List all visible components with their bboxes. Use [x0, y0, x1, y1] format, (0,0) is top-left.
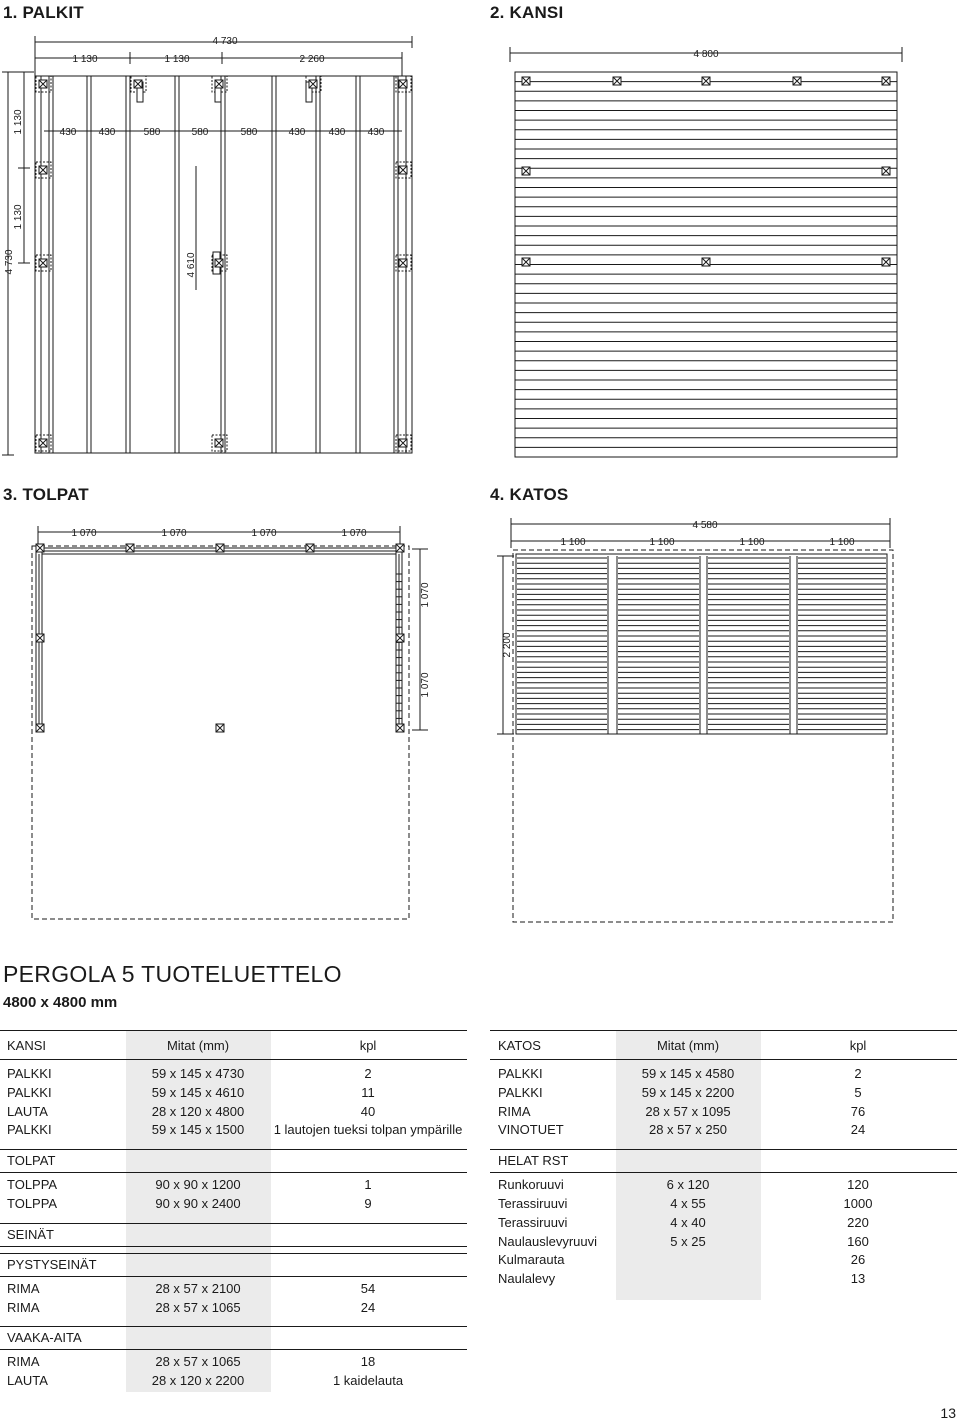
row-name: PALKKI — [7, 1122, 52, 1138]
palkit-spacing-6: 430 — [288, 127, 306, 138]
palkit-top-part-1: 1 130 — [72, 54, 98, 65]
row-name: PALKKI — [498, 1084, 543, 1100]
group-title: SEINÄT — [7, 1226, 54, 1242]
post-cross-mark — [399, 80, 407, 88]
post-cross-mark — [702, 258, 710, 266]
group-rule — [0, 1172, 467, 1173]
palkit-spacing-7: 430 — [328, 127, 346, 138]
katos-drawing — [497, 518, 893, 922]
group-title: VAAKA-AITA — [7, 1330, 82, 1346]
row-name: RIMA — [7, 1354, 40, 1370]
section-title-palkit: 1. PALKIT — [3, 3, 84, 22]
palkit-top-total: 4 730 — [212, 36, 238, 47]
katos-top-total: 4 580 — [692, 520, 718, 531]
post-cross-mark — [399, 439, 407, 447]
group-rule — [0, 1223, 467, 1224]
post-cross-mark — [39, 80, 47, 88]
post-cross-mark — [399, 166, 407, 174]
post-cross-mark — [882, 258, 890, 266]
row-name: Kulmarauta — [498, 1252, 565, 1268]
row-name: LAUTA — [7, 1103, 48, 1119]
post-cross-mark — [396, 634, 404, 642]
post-cross-mark — [39, 166, 47, 174]
group-rule — [0, 1253, 467, 1254]
row-name: PALKKI — [498, 1066, 543, 1081]
palkit-top-part-3: 2 260 — [299, 54, 325, 65]
post-cross-mark — [39, 439, 47, 447]
palkit-spacing-1: 430 — [59, 127, 77, 138]
group-rule — [490, 1172, 957, 1173]
row-name: Naulauslevyruuvi — [498, 1233, 597, 1249]
row-name: RIMA — [7, 1280, 40, 1296]
post-cross-mark — [702, 77, 710, 85]
katos-top-part-1: 1 100 — [560, 537, 586, 548]
group-rule — [0, 1326, 467, 1327]
row-name: Runkoruuvi — [498, 1177, 564, 1193]
post-cross-mark — [215, 80, 223, 88]
katos-top-part-4: 1 100 — [829, 537, 855, 548]
header-name: KATOS — [498, 1038, 541, 1053]
katos-top-part-3: 1 100 — [739, 537, 765, 548]
group-title: HELAT RST — [498, 1153, 569, 1169]
katos-left-dim: 2 200 — [502, 632, 513, 658]
group-rule — [0, 1276, 467, 1277]
post-cross-mark — [882, 167, 890, 175]
group-rule — [0, 1246, 467, 1247]
post-cross-mark — [309, 80, 317, 88]
group-title: PYSTYSEINÄT — [7, 1256, 97, 1272]
group-title: TOLPAT — [7, 1153, 56, 1169]
palkit-spacing-4: 580 — [191, 127, 209, 138]
katos-parts-table: KATOS kpl PALKKI 2 PALKKI 5 RIMA 76 VINOTUET 24 HELAT RST Runkoruuvi 120 Terassiruuvi 1000 Terassiruuvi 220 Naulauslevyruuvi 160 Kulmarauta 26 Naulalevy 13 — [490, 1030, 957, 1300]
post-cross-mark — [522, 258, 530, 266]
kansi-parts-table: KANSI kpl PALKKI 2 PALKKI 11 LAUTA 40 PALKKI 1 lautojen tueksi tolpan ympärille TOLPAT TOLPPA 1 TOLPPA 9 SEINÄT PYSTYSEINÄT RIMA 54 RIMA 24 VAAKA-AITA RIMA 18 LAUTA 1 kaidelauta — [0, 1030, 467, 1392]
post-cross-mark — [36, 634, 44, 642]
row-name: LAUTA — [7, 1373, 48, 1389]
row-name: Naulalevy — [498, 1271, 556, 1287]
palkit-left-total: 4 730 — [4, 249, 15, 275]
header-name: KANSI — [7, 1038, 47, 1053]
post-cross-mark — [522, 77, 530, 85]
row-name: PALKKI — [7, 1066, 52, 1081]
tolpat-right-part-1: 1 070 — [420, 582, 431, 608]
group-rule — [0, 1149, 467, 1150]
section-title-tolpat: 3. TOLPAT — [3, 485, 89, 504]
tolpat-top-part-4: 1 070 — [341, 528, 367, 539]
post-cross-mark — [216, 724, 224, 732]
post-cross-mark — [215, 259, 223, 267]
row-name: Terassiruuvi — [498, 1196, 568, 1211]
post-cross-mark — [306, 544, 314, 552]
tolpat-right-part-2: 1 070 — [420, 672, 431, 698]
table-header-row — [0, 1030, 467, 1060]
post-cross-mark — [613, 77, 621, 85]
catalog-subtitle: 4800 x 4800 mm — [3, 994, 118, 1011]
row-name: PALKKI — [7, 1084, 52, 1100]
row-name: RIMA — [498, 1103, 531, 1119]
tolpat-top-part-2: 1 070 — [161, 528, 187, 539]
row-name: Terassiruuvi — [498, 1214, 568, 1230]
section-title-katos: 4. KATOS — [490, 485, 569, 504]
table-header-row — [490, 1030, 957, 1060]
page-number: 13 — [940, 1405, 956, 1421]
tolpat-top-part-1: 1 070 — [71, 528, 97, 539]
group-rule — [0, 1349, 467, 1350]
post-cross-mark — [39, 259, 47, 267]
palkit-spacing-2: 430 — [98, 127, 116, 138]
group-rule — [490, 1149, 957, 1150]
kansi-drawing — [510, 47, 902, 457]
post-cross-mark — [396, 724, 404, 732]
post-cross-mark — [882, 77, 890, 85]
kansi-top-total: 4 800 — [693, 49, 719, 60]
tolpat-top-part-3: 1 070 — [251, 528, 277, 539]
katos-top-part-2: 1 100 — [649, 537, 675, 548]
post-cross-mark — [399, 259, 407, 267]
palkit-drawing — [2, 36, 412, 455]
post-cross-mark — [126, 544, 134, 552]
post-cross-mark — [134, 80, 142, 88]
post-cross-mark — [36, 724, 44, 732]
row-name: VINOTUET — [498, 1122, 564, 1138]
post-cross-mark — [396, 544, 404, 552]
palkit-spacing-3: 580 — [143, 127, 161, 138]
palkit-spacing-8: 430 — [367, 127, 385, 138]
palkit-left-part-1: 1 130 — [13, 109, 24, 135]
palkit-left-part-2: 1 130 — [13, 204, 24, 230]
tolpat-drawing — [32, 526, 428, 919]
post-cross-mark — [793, 77, 801, 85]
palkit-top-part-2: 1 130 — [164, 54, 190, 65]
post-cross-mark — [216, 544, 224, 552]
row-name: TOLPPA — [7, 1196, 58, 1211]
palkit-spacing-5: 580 — [240, 127, 258, 138]
row-name: RIMA — [7, 1299, 40, 1315]
palkit-inner-dim: 4 610 — [186, 252, 197, 278]
post-cross-mark — [215, 439, 223, 447]
post-cross-mark — [36, 544, 44, 552]
post-cross-mark — [522, 167, 530, 175]
section-title-kansi: 2. KANSI — [490, 3, 564, 22]
row-name: TOLPPA — [7, 1177, 58, 1193]
catalog-title: PERGOLA 5 TUOTELUETTELO — [3, 961, 342, 987]
